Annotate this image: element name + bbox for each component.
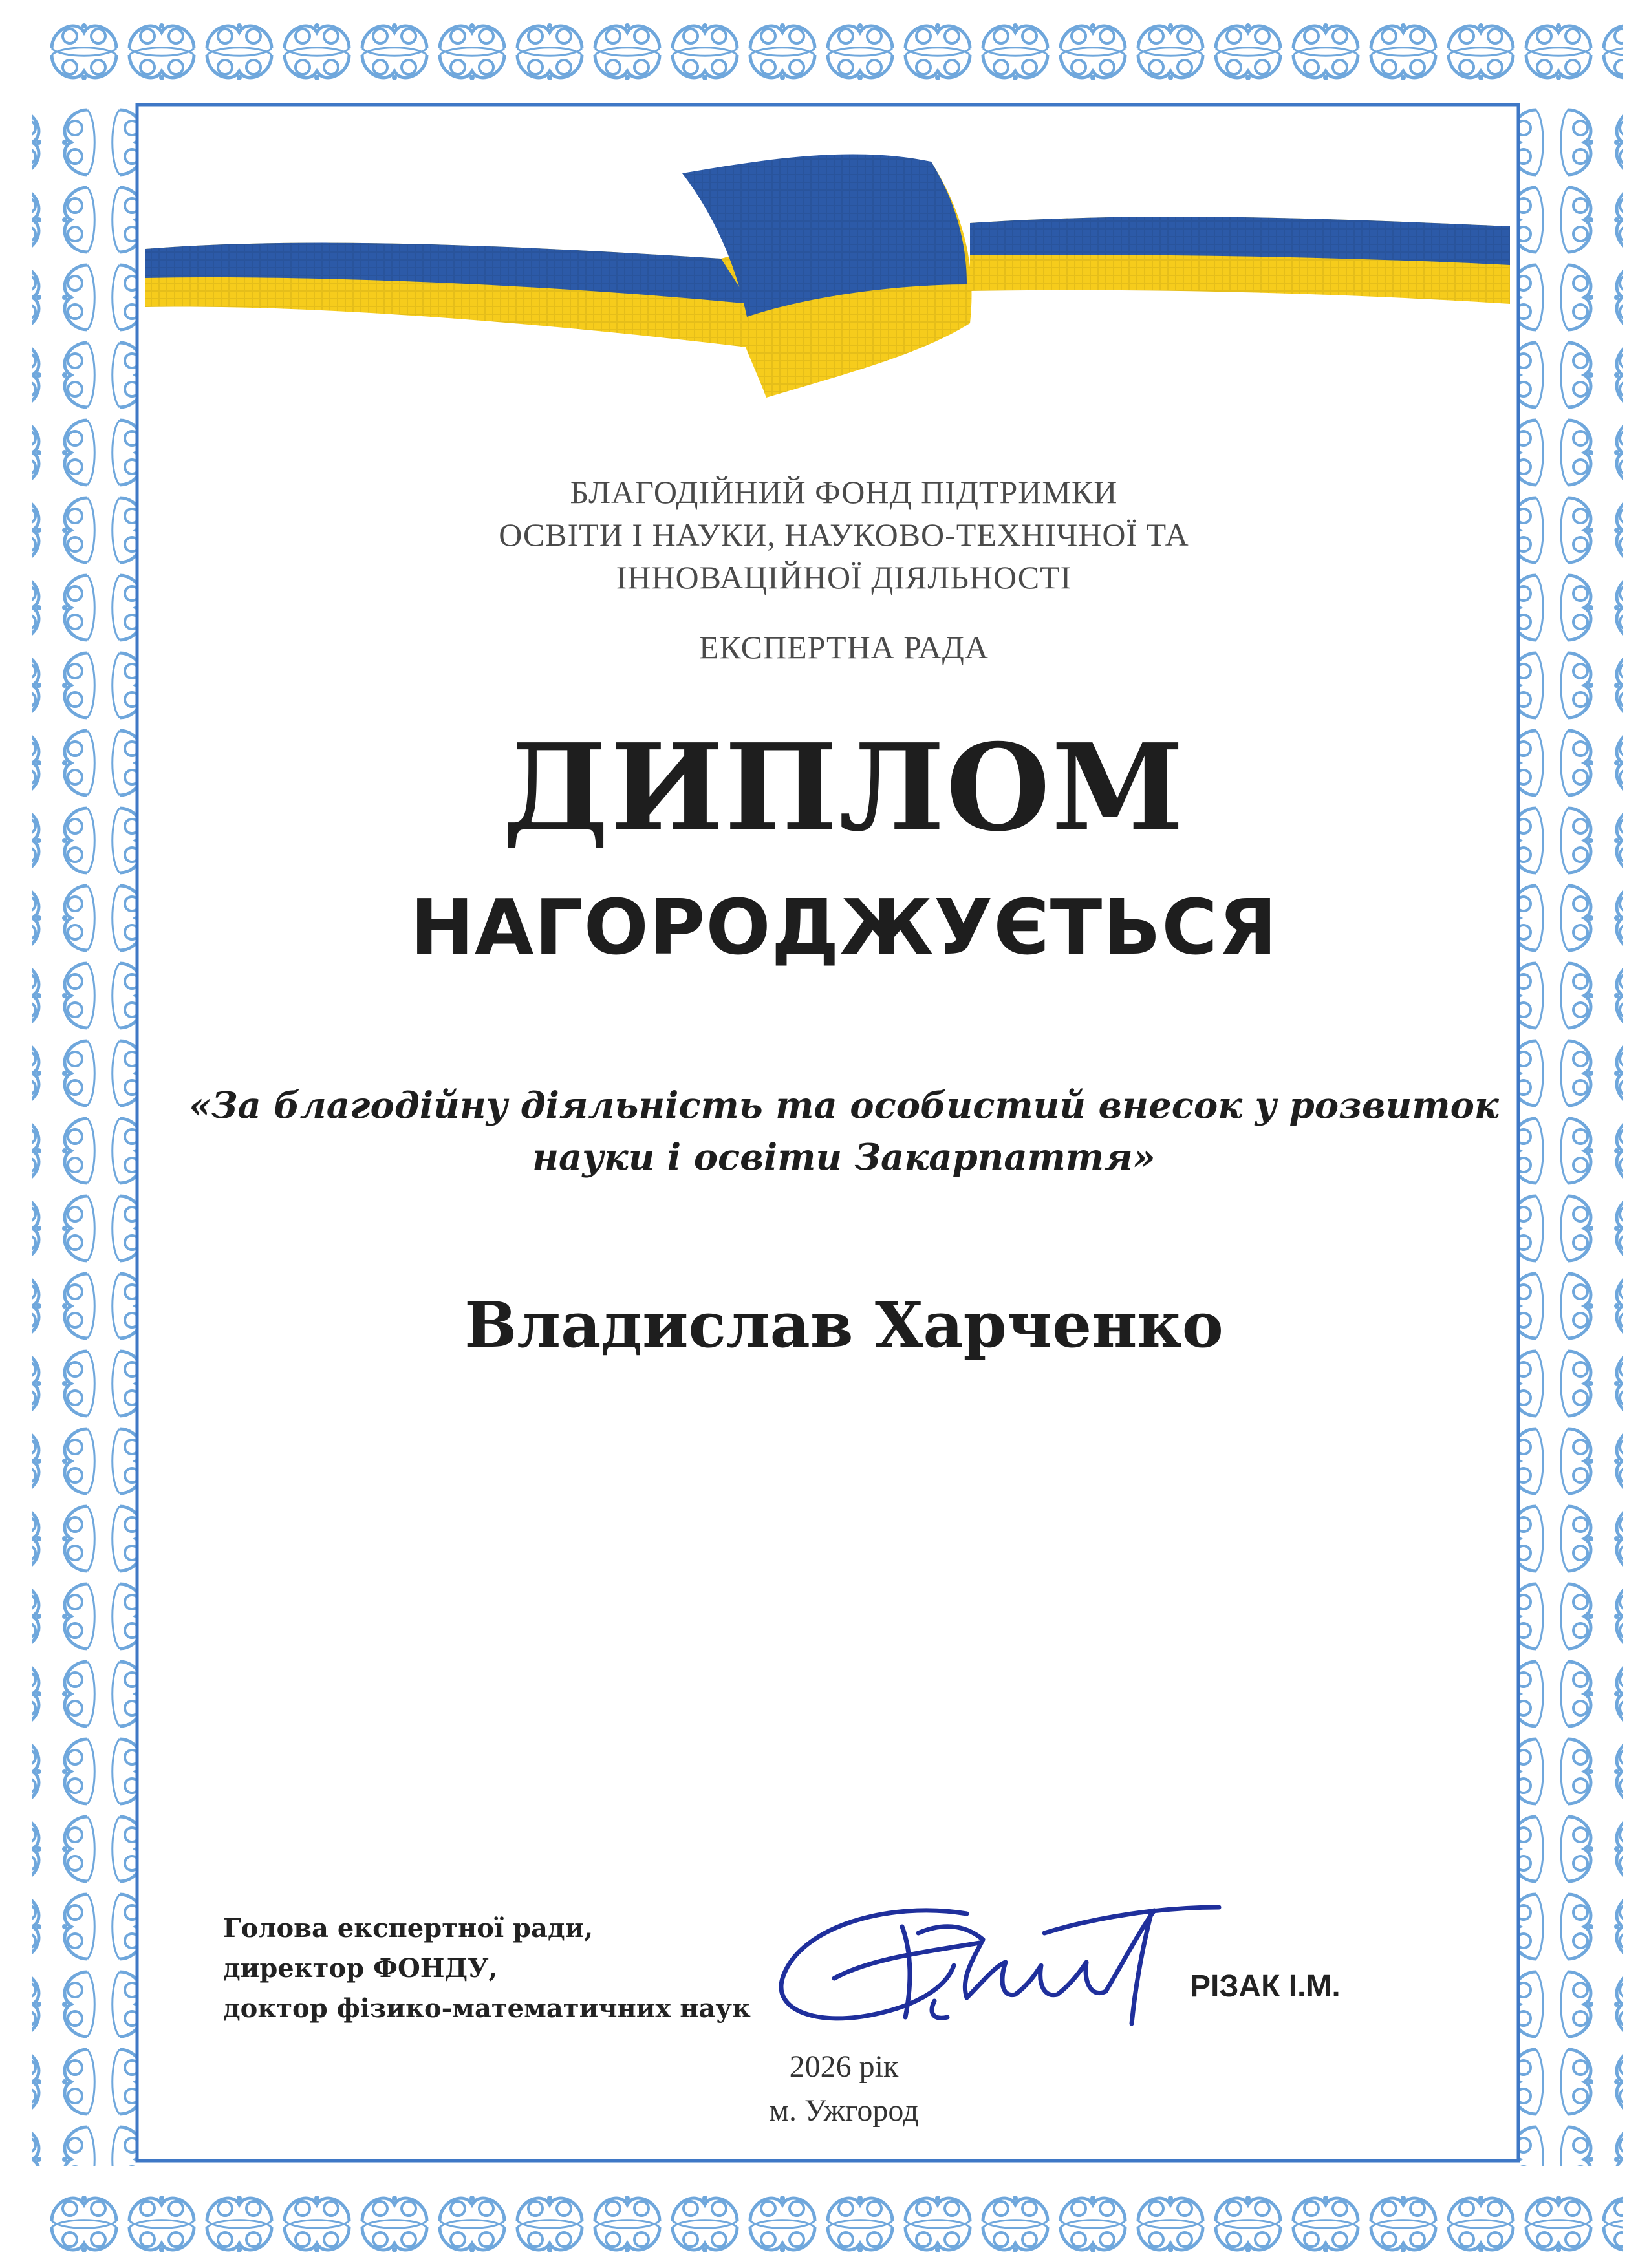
org-name-line: ІННОВАЦІЙНОЇ ДІЯЛЬНОСТІ	[616, 559, 1072, 595]
signer-title-line: Голова експертної ради,	[223, 1913, 594, 1943]
signer-title-line: директор ФОНДУ,	[223, 1953, 498, 1984]
signer-title-line: доктор фізико-математичних наук	[223, 1993, 751, 2024]
recipient-name: Владислав Харченко	[464, 1289, 1223, 1362]
issue-year: 2026 рік	[789, 2049, 899, 2084]
issue-city: м. Ужгород	[769, 2093, 919, 2128]
awarded-heading: НАГОРОДЖУЄТЬСЯ	[410, 883, 1278, 972]
council-name: ЕКСПЕРТНА РАДА	[698, 629, 989, 665]
award-reason-line: «За благодійну діяльність та особистий внесок у розвиток	[189, 1084, 1499, 1127]
award-reason-line: науки і освіти Закарпаття»	[532, 1136, 1156, 1179]
diploma-title: ДИПЛОМ	[502, 717, 1185, 858]
org-name-line: ОСВІТИ І НАУКИ, НАУКОВО-ТЕХНІЧНОЇ ТА	[499, 517, 1189, 553]
org-name-line: БЛАГОДІЙНИЙ ФОНД ПІДТРИМКИ	[570, 474, 1118, 510]
handwritten-signature-icon	[773, 1888, 1225, 2037]
signer-name: РІЗАК І.М.	[1190, 1969, 1341, 2004]
